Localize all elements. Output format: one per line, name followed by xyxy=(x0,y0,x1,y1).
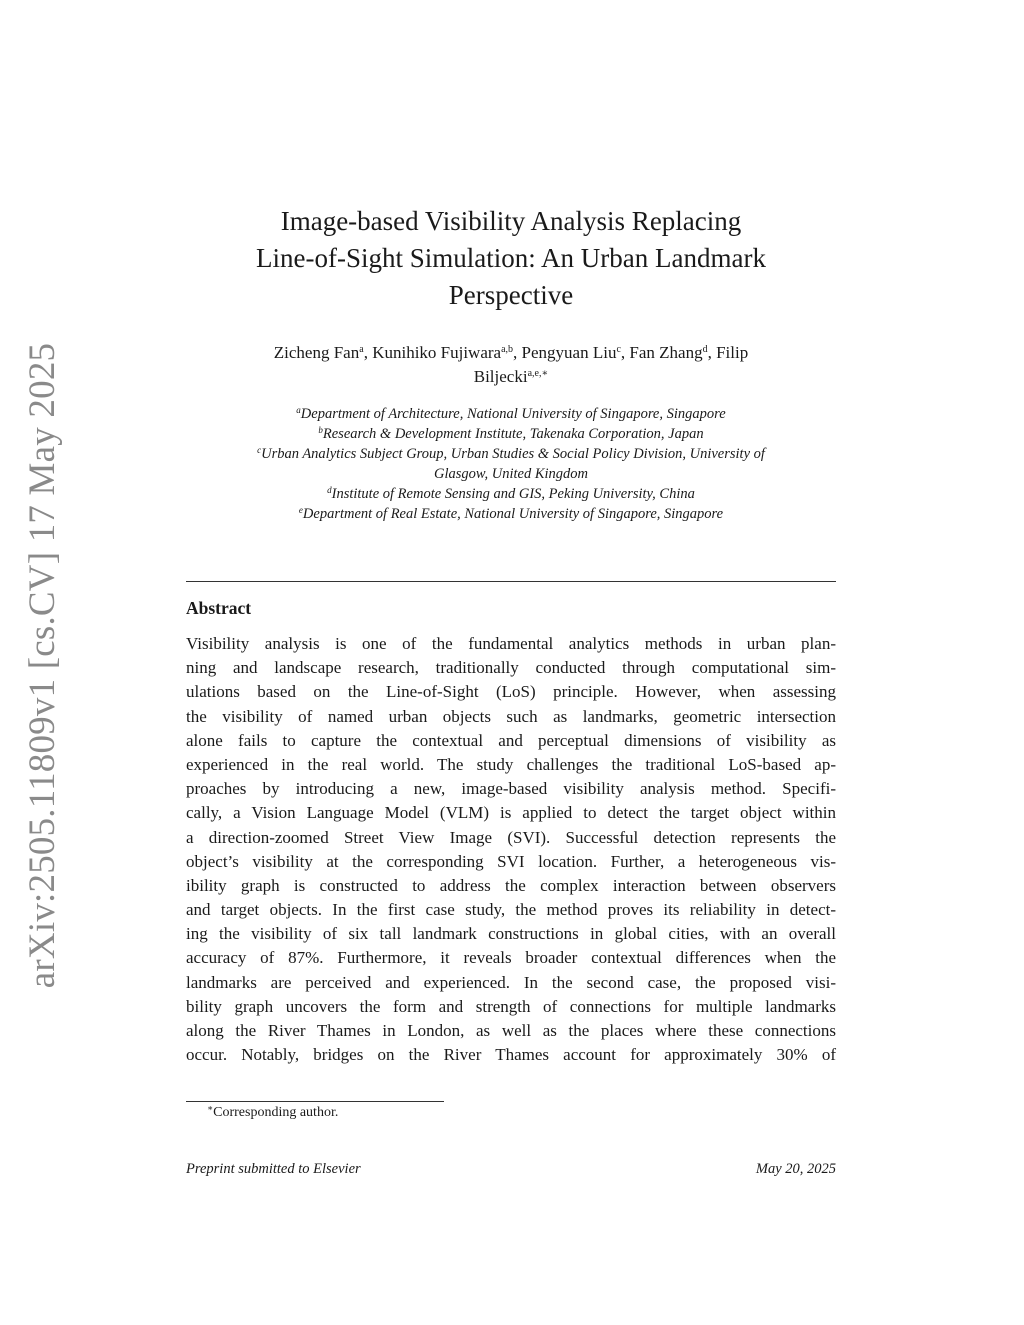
abstract-line: along the River Thames in London, as well as the places where these connections xyxy=(186,1021,836,1040)
abstract-line: ulations based on the Line-of-Sight (LoS) principle. However, when assessing xyxy=(186,682,836,702)
affil-mark: a xyxy=(296,405,301,415)
affil-text: Research & Development Institute, Takenaka Corporation, Japan xyxy=(322,426,704,442)
affil-text: Department of Architecture, National University of Singapore, Singapore xyxy=(300,406,726,422)
abstract-line: cally, a Vision Language Model (VLM) is applied to detect the target object within xyxy=(186,803,836,823)
affiliation xyxy=(200,424,822,444)
abstract-line: experienced in the real world. The study challenges the traditional LoS-based ap- xyxy=(186,754,836,774)
footnote-text: Corresponding author. xyxy=(213,1105,339,1120)
abstract-line: a direction-zoomed Street View Image (SVI). Successful detection represents the xyxy=(186,827,836,847)
abstract-line: ning and landscape research, traditionally conducted through computational sim- xyxy=(186,658,836,678)
affiliation xyxy=(200,444,822,464)
affiliation xyxy=(200,484,822,504)
affiliation-list xyxy=(200,404,822,524)
affil-mark: b xyxy=(318,425,323,435)
affil-mark: c xyxy=(257,445,262,455)
abstract-line: ing the visibility of six tall landmark constructions in global cities, with an overall xyxy=(186,924,836,944)
arxiv-side-stamp xyxy=(8,342,78,988)
abstract-line: object’s visibility at the corresponding SVI location. Further, a heterogeneous vis- xyxy=(186,851,836,871)
preprint-note: Preprint submitted to Elsevier xyxy=(186,1161,361,1177)
affil-text: Glasgow, United Kingdom xyxy=(434,466,588,482)
affil-text: Institute of Remote Sensing and GIS, Peking University, China xyxy=(331,486,695,502)
affil-mark: d xyxy=(327,485,332,495)
author-affil-mark: a,b xyxy=(501,344,514,355)
author-affil-mark: a,e,∗ xyxy=(527,368,549,379)
affil-text: Department of Real Estate, National University of Singapore, Singapore xyxy=(302,506,724,522)
author-name: Zicheng Fan xyxy=(273,343,360,362)
footer-date: May 20, 2025 xyxy=(755,1161,836,1177)
abstract-top-rule xyxy=(186,581,836,582)
title-line: Line-of-Sight Simulation: An Urban Landmark xyxy=(256,243,766,273)
affil-text: Urban Analytics Subject Group, Urban Studies & Social Policy Division, University of xyxy=(261,446,765,462)
author-list: Zicheng Fan$^a$, Kunihiko Fujiwara$^{a,b}$, Pengyuan Liu$^c$, Fan Zhang$^d$, Filip Biljecki$^{a,e,∗}$ xyxy=(273,343,749,386)
footnote xyxy=(207,1105,338,1121)
author-name: Filip xyxy=(716,343,749,362)
affil-mark: e xyxy=(298,505,303,515)
abstract-line: bility graph uncovers the form and strength of connections for multiple landmarks xyxy=(186,996,836,1016)
paper-title xyxy=(186,203,836,314)
affiliation xyxy=(200,464,822,484)
footnote-rule xyxy=(186,1101,444,1102)
author-affil-mark: c xyxy=(616,344,621,355)
abstract-line: ibility graph is constructed to address the complex interaction between observers xyxy=(186,875,836,895)
author-affil-mark: a xyxy=(359,344,364,355)
author-affil-mark: d xyxy=(702,344,708,355)
abstract-line: Visibility analysis is one of the fundamental analytics methods in urban plan- xyxy=(186,634,836,653)
abstract-line: the visibility of named urban objects such as landmarks, geometric intersection xyxy=(186,706,836,726)
arxiv-identifier: arXiv:2505.11809v1 [cs.CV] 17 May 2025 xyxy=(22,342,64,988)
author-name: Pengyuan Liu xyxy=(521,343,617,362)
abstract-line: accuracy of 87%. Furthermore, it reveals broader contextual differences when the xyxy=(186,948,836,968)
abstract-line: proaches by introducing a new, image-based visibility analysis method. Specifi- xyxy=(186,779,836,799)
title-line: Image-based Visibility Analysis Replacing xyxy=(280,206,742,236)
affiliation xyxy=(200,504,822,524)
abstract-line: and target objects. In the first case study, the method proves its reliability in detect- xyxy=(186,900,836,920)
author-name: Fan Zhang xyxy=(629,343,703,362)
abstract-line: landmarks are perceived and experienced. In the second case, the proposed visi- xyxy=(186,972,836,992)
affiliation xyxy=(200,404,822,424)
title-line: Perspective xyxy=(448,280,574,310)
author-name: Biljecki xyxy=(473,367,528,386)
abstract-line: alone fails to capture the contextual and perceptual dimensions of visibility as xyxy=(186,730,836,750)
abstract-line: occur. Notably, bridges on the River Thames account for approximately 30% of xyxy=(186,1045,836,1065)
abstract-body xyxy=(186,632,836,1067)
author-name: Kunihiko Fujiwara xyxy=(372,343,502,362)
footnote-mark: ∗ xyxy=(207,1103,214,1113)
abstract-heading: Abstract xyxy=(186,598,252,618)
